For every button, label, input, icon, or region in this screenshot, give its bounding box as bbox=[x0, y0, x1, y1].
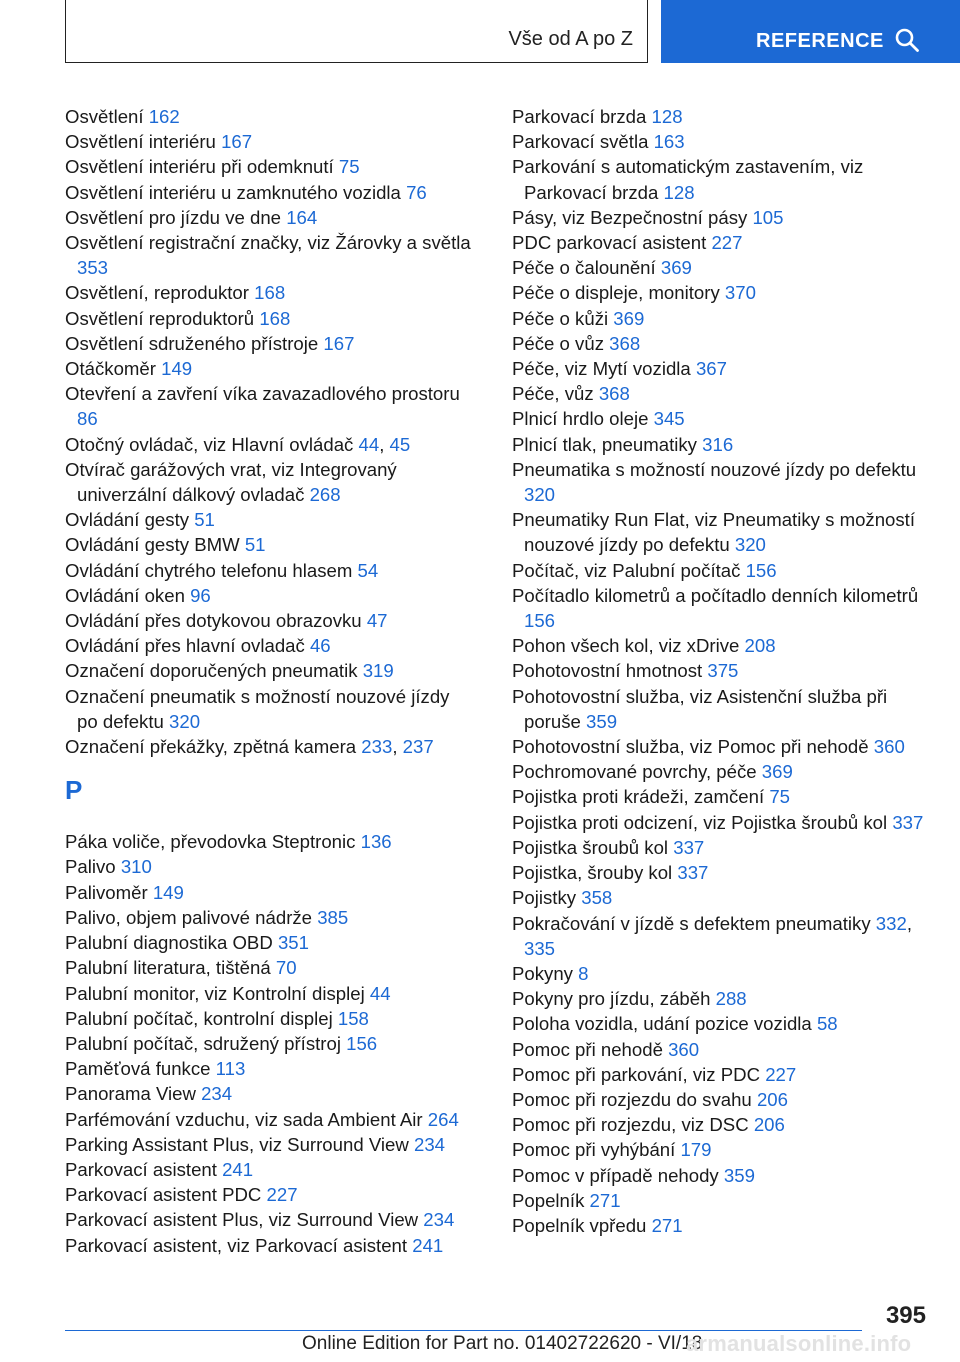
index-entry bbox=[512, 986, 932, 1011]
index-term: Parking Assistant Plus, viz Surround View bbox=[65, 1133, 409, 1155]
index-term: Osvětlení pro jízdu ve dne bbox=[65, 206, 282, 228]
index-entry bbox=[512, 961, 932, 986]
index-entry bbox=[65, 104, 475, 129]
index-entry bbox=[65, 880, 475, 905]
index-term: Ovládání chytrého telefonu hlasem bbox=[65, 559, 353, 581]
page-link[interactable]: 234 bbox=[413, 1133, 446, 1155]
page-link[interactable]: 337 bbox=[892, 811, 924, 833]
index-term: Parfémování vzduchu, viz sada Ambient Air bbox=[65, 1108, 423, 1130]
page-link[interactable]: 288 bbox=[715, 988, 747, 1010]
page-link[interactable]: 241 bbox=[222, 1158, 254, 1180]
page-link[interactable]: 337 bbox=[673, 836, 705, 858]
index-term: Pomoc při nehodě bbox=[512, 1038, 663, 1060]
index-entry bbox=[65, 608, 475, 633]
index-term: Pohon všech kol, viz xDrive bbox=[512, 635, 740, 657]
index-term: Osvětlení reproduktorů bbox=[65, 307, 255, 329]
index-entry bbox=[65, 1182, 475, 1207]
index-entry: Pokračování v jízdě s defektem pneumatiky 332, 335 bbox=[512, 912, 912, 959]
index-term: Parkovací asistent, viz Parkovací asistent bbox=[65, 1234, 408, 1256]
index-column-left bbox=[65, 104, 475, 1258]
index-term: Panorama View bbox=[65, 1083, 196, 1105]
index-term: Palivoměr bbox=[65, 881, 148, 903]
index-term: Pomoc v případě nehody bbox=[512, 1164, 719, 1186]
index-entry bbox=[65, 1157, 475, 1182]
page-link[interactable]: 345 bbox=[653, 408, 685, 430]
index-term: Pokyny pro jízdu, záběh bbox=[512, 988, 711, 1010]
watermark: armanualsonline.info bbox=[686, 1331, 912, 1356]
index-term: Pneumatika s možností nouzové jízdy po defektu bbox=[512, 458, 917, 480]
page-link[interactable]: 268 bbox=[309, 484, 341, 506]
page-link[interactable]: 156 bbox=[745, 559, 777, 581]
index-entry bbox=[65, 356, 475, 381]
page-link[interactable]: 359 bbox=[723, 1164, 755, 1186]
index-term: Popelník bbox=[512, 1189, 585, 1211]
index-term: Pneumatiky Run Flat, viz Pneumatiky s možností nouzové jízdy po defektu bbox=[512, 509, 916, 556]
index-entry bbox=[512, 104, 932, 129]
index-term: Osvětlení, reproduktor bbox=[65, 282, 249, 304]
index-term: Poloha vozidla, udání pozice vozidla bbox=[512, 1013, 812, 1035]
index-entry bbox=[65, 381, 475, 431]
page-link[interactable]: 369 bbox=[613, 307, 645, 329]
index-entry bbox=[65, 230, 475, 280]
page-link[interactable]: 369 bbox=[761, 761, 793, 783]
index-term: Pásy, viz Bezpečnostní pásy bbox=[512, 206, 748, 228]
page-link[interactable]: 320 bbox=[734, 534, 766, 556]
index-term: Osvětlení interiéru při odemknutí bbox=[65, 156, 334, 178]
index-term: Plnicí tlak, pneumatiky bbox=[512, 433, 697, 455]
page-link[interactable]: 164 bbox=[286, 206, 318, 228]
index-term: Péče, viz Mytí vozidla bbox=[512, 358, 691, 380]
index-entry bbox=[65, 1081, 475, 1106]
index-term: Počítadlo kilometrů a počítadlo denních kilometrů bbox=[512, 584, 919, 606]
page-link[interactable]: 360 bbox=[668, 1038, 700, 1060]
index-entry bbox=[512, 1137, 932, 1162]
index-list-p bbox=[65, 829, 475, 1257]
index-term: Popelník vpředu bbox=[512, 1214, 647, 1236]
page-link[interactable]: 310 bbox=[120, 856, 152, 878]
index-entry bbox=[65, 1031, 475, 1056]
page-link[interactable]: 233 bbox=[361, 736, 393, 758]
index-term: Ovládání gesty BMW bbox=[65, 534, 240, 556]
page-link[interactable]: 167 bbox=[323, 332, 355, 354]
page-link[interactable]: 358 bbox=[581, 887, 613, 909]
page-link[interactable]: 70 bbox=[275, 957, 297, 979]
page-link[interactable]: 75 bbox=[769, 786, 791, 808]
page-link[interactable]: 375 bbox=[707, 660, 739, 682]
page-link[interactable]: 156 bbox=[524, 610, 556, 632]
page-number: 395 bbox=[885, 1302, 926, 1329]
index-term: Péče o čalounění bbox=[512, 257, 656, 279]
index-entry bbox=[512, 129, 932, 154]
page-link[interactable]: 335 bbox=[524, 937, 556, 959]
page-link[interactable]: 237 bbox=[402, 736, 434, 758]
index-entry bbox=[512, 507, 932, 557]
index-entry bbox=[512, 1037, 932, 1062]
page-link[interactable]: 58 bbox=[816, 1013, 838, 1035]
index-entry bbox=[512, 306, 932, 331]
index-entry bbox=[512, 759, 932, 784]
page-link[interactable]: 337 bbox=[677, 862, 709, 884]
index-term: Označení překážky, zpětná kamera bbox=[65, 736, 357, 758]
index-entry bbox=[512, 1213, 932, 1238]
index-term: Pojistka proti krádeži, zamčení bbox=[512, 786, 765, 808]
index-entry bbox=[65, 532, 475, 557]
index-entry bbox=[65, 154, 475, 179]
page-link[interactable]: 179 bbox=[680, 1139, 712, 1161]
page-link[interactable]: 167 bbox=[221, 131, 253, 153]
index-term: Osvětlení bbox=[65, 106, 144, 127]
index-term: Pohotovostní služba, viz Pomoc při nehodě bbox=[512, 736, 869, 758]
index-entry bbox=[512, 331, 932, 356]
page-link[interactable]: 360 bbox=[873, 736, 905, 758]
index-entry bbox=[65, 1132, 475, 1157]
index-term: Pojistka šroubů kol bbox=[512, 836, 669, 858]
index-entry bbox=[512, 784, 932, 809]
page-link[interactable]: 271 bbox=[651, 1214, 683, 1236]
index-entry bbox=[65, 905, 475, 930]
index-entry bbox=[512, 381, 932, 406]
index-term: Péče o vůz bbox=[512, 332, 604, 354]
index-term: Ovládání přes hlavní ovladač bbox=[65, 635, 305, 657]
index-entry bbox=[512, 1163, 932, 1188]
page-link[interactable]: 227 bbox=[765, 1063, 797, 1085]
page-link[interactable]: 316 bbox=[702, 433, 734, 455]
section-letter: P bbox=[65, 775, 83, 806]
index-entry: Označení překážky, zpětná kamera 233, 237 bbox=[65, 736, 434, 758]
index-entry bbox=[65, 684, 475, 734]
page-link[interactable]: 320 bbox=[169, 710, 201, 732]
page-link[interactable]: 86 bbox=[77, 408, 98, 430]
page-link[interactable]: 320 bbox=[524, 484, 556, 506]
index-term: Palubní počítač, kontrolní displej bbox=[65, 1007, 333, 1029]
index-entry bbox=[512, 1112, 932, 1137]
index-entry bbox=[65, 1233, 475, 1258]
page-link[interactable]: 271 bbox=[589, 1189, 621, 1211]
page-link[interactable]: 8 bbox=[578, 962, 589, 984]
index-term: Otvírač garážových vrat, viz Integrovaný univerzální dálkový ovladač bbox=[65, 458, 397, 506]
index-entry bbox=[512, 432, 932, 457]
index-term: Palubní literatura, tištěná bbox=[65, 957, 271, 979]
index-entry bbox=[512, 633, 932, 658]
page-link[interactable]: 105 bbox=[752, 206, 784, 228]
page-link[interactable]: 47 bbox=[366, 610, 388, 632]
index-entry bbox=[65, 633, 475, 658]
index-term: Pomoc při rozjezdu, viz DSC bbox=[512, 1114, 749, 1136]
index-entry bbox=[512, 835, 932, 860]
page-link[interactable]: 353 bbox=[77, 257, 109, 279]
index-term: Osvětlení sdruženého přístroje bbox=[65, 332, 319, 354]
index-term: Pokračování v jízdě s defektem pneumatiky bbox=[512, 912, 871, 934]
page-link[interactable]: 128 bbox=[663, 181, 695, 203]
index-term: Otevření a zavření víka zavazadlového prostoru bbox=[65, 383, 460, 405]
index-term: Palivo bbox=[65, 856, 116, 878]
index-term: Pojistka, šrouby kol bbox=[512, 862, 673, 884]
index-entry bbox=[512, 205, 932, 230]
index-entry bbox=[65, 457, 475, 507]
index-term: Pomoc při vyhýbání bbox=[512, 1139, 676, 1161]
page-link[interactable]: 168 bbox=[254, 282, 286, 304]
index-entry bbox=[512, 810, 932, 835]
page-link[interactable]: 46 bbox=[309, 635, 331, 657]
index-list-p-continued bbox=[512, 104, 932, 1238]
index-entry bbox=[65, 129, 475, 154]
index-entry bbox=[512, 230, 932, 255]
page-link[interactable]: 264 bbox=[427, 1108, 459, 1130]
page-link[interactable]: 136 bbox=[360, 831, 392, 853]
page-link[interactable]: 368 bbox=[598, 383, 630, 405]
index-list-o bbox=[65, 104, 475, 759]
page-link[interactable]: 149 bbox=[152, 881, 184, 903]
index-entry bbox=[65, 331, 475, 356]
reference-label: REFERENCE bbox=[756, 30, 884, 52]
page-link[interactable]: 45 bbox=[389, 433, 411, 455]
index-entry bbox=[65, 955, 475, 980]
index-term: Palubní monitor, viz Kontrolní displej bbox=[65, 982, 365, 1004]
index-entry bbox=[65, 205, 475, 230]
index-entry bbox=[512, 255, 932, 280]
index-entry bbox=[65, 180, 475, 205]
page-link[interactable]: 370 bbox=[724, 282, 756, 304]
page-link[interactable]: 149 bbox=[161, 358, 193, 380]
index-term: Plnicí hrdlo oleje bbox=[512, 408, 649, 430]
page-link[interactable]: 44 bbox=[369, 982, 391, 1004]
index-term: Pokyny bbox=[512, 962, 573, 984]
index-term: Péče o displeje, monitory bbox=[512, 282, 720, 304]
page-link[interactable]: 168 bbox=[259, 307, 291, 329]
index-term: Osvětlení interiéru bbox=[65, 131, 216, 153]
page-link[interactable]: 76 bbox=[406, 181, 427, 203]
index-entry bbox=[512, 356, 932, 381]
page-link[interactable]: 113 bbox=[215, 1058, 246, 1080]
page-link[interactable]: 369 bbox=[660, 257, 692, 279]
index-term: Ovládání gesty bbox=[65, 509, 190, 531]
index-term: Pohotovostní služba, viz Asistenční služba při poruše bbox=[512, 685, 888, 732]
section-title: Vše od A po Z bbox=[508, 28, 633, 50]
edition-text: Online Edition for Part no. 01402722620 - VI/18 bbox=[302, 1333, 703, 1354]
page-link[interactable]: 319 bbox=[362, 660, 394, 682]
section-tab bbox=[65, 0, 648, 63]
index-entry bbox=[512, 280, 932, 305]
page-link[interactable]: 54 bbox=[357, 559, 379, 581]
index-term: Palubní diagnostika OBD bbox=[65, 932, 273, 954]
page-link[interactable]: 51 bbox=[194, 509, 215, 531]
index-entry bbox=[65, 583, 475, 608]
index-entry bbox=[512, 1087, 932, 1112]
index-term: Parkovací asistent PDC bbox=[65, 1184, 262, 1206]
index-entry bbox=[512, 734, 932, 759]
index-term: Parkovací brzda bbox=[512, 106, 647, 127]
index-entry bbox=[65, 981, 475, 1006]
index-term: Péče o kůži bbox=[512, 307, 609, 329]
index-term: Palivo, objem palivové nádrže bbox=[65, 906, 313, 928]
search-icon[interactable] bbox=[894, 27, 920, 53]
index-entry bbox=[512, 1188, 932, 1213]
index-entry bbox=[65, 1006, 475, 1031]
index-term: Pojistka proti odcizení, viz Pojistka šroubů kol bbox=[512, 811, 888, 833]
index-term: Počítač, viz Palubní počítač bbox=[512, 559, 741, 581]
page-link[interactable]: 206 bbox=[756, 1088, 788, 1110]
index-entry bbox=[65, 280, 475, 305]
index-entry bbox=[512, 406, 932, 431]
page-link[interactable]: 206 bbox=[753, 1114, 785, 1136]
index-term: Pojistky bbox=[512, 887, 577, 909]
page-link[interactable]: 162 bbox=[148, 106, 180, 127]
index-term: Osvětlení registrační značky, viz Žárovky a světla bbox=[65, 232, 471, 254]
index-entry bbox=[512, 1011, 932, 1036]
index-term: Parkovací asistent bbox=[65, 1158, 217, 1180]
page-link[interactable]: 234 bbox=[201, 1083, 233, 1105]
index-term: Parkovací asistent Plus, viz Surround View bbox=[65, 1209, 419, 1231]
index-term: Pomoc při rozjezdu do svahu bbox=[512, 1088, 752, 1110]
index-term: Označení pneumatik s možností nouzové jízdy po defektu bbox=[65, 685, 450, 732]
index-term: Parkování s automatickým zastavením, viz Parkovací brzda bbox=[512, 156, 864, 203]
index-term: Pohotovostní hmotnost bbox=[512, 660, 703, 682]
page-link[interactable]: 241 bbox=[412, 1234, 444, 1256]
page-link[interactable]: 128 bbox=[651, 106, 683, 127]
page-link[interactable]: 351 bbox=[277, 932, 309, 954]
index-term: Paměťová funkce bbox=[65, 1058, 211, 1080]
page-link[interactable]: 385 bbox=[317, 906, 349, 928]
page-link[interactable]: 332 bbox=[875, 912, 907, 934]
index-entry bbox=[512, 457, 932, 507]
index-column-right bbox=[512, 104, 932, 1238]
index-entry bbox=[512, 558, 932, 583]
index-term: Ovládání přes dotykovou obrazovku bbox=[65, 610, 362, 632]
index-term: Pomoc při parkování, viz PDC bbox=[512, 1063, 761, 1085]
index-entry bbox=[512, 684, 932, 734]
reference-tab[interactable] bbox=[661, 0, 960, 63]
index-term: Označení doporučených pneumatik bbox=[65, 660, 358, 682]
index-entry bbox=[512, 583, 932, 633]
index-term: Otočný ovládač, viz Hlavní ovládač bbox=[65, 433, 354, 455]
index-term: Osvětlení interiéru u zamknutého vozidla bbox=[65, 181, 401, 203]
page-link[interactable]: 227 bbox=[711, 232, 743, 254]
index-entry bbox=[65, 558, 475, 583]
index-entry: Otočný ovládač, viz Hlavní ovládač 44, 45 bbox=[65, 433, 411, 455]
page-link[interactable]: 158 bbox=[337, 1007, 369, 1029]
page-link[interactable]: 234 bbox=[423, 1209, 455, 1231]
index-term: PDC parkovací asistent bbox=[512, 232, 707, 254]
page-link[interactable]: 359 bbox=[586, 710, 618, 732]
index-entry bbox=[65, 829, 475, 854]
index-term: Ovládání oken bbox=[65, 584, 185, 606]
page-link[interactable]: 96 bbox=[190, 584, 211, 606]
index-entry bbox=[65, 1056, 475, 1081]
index-term: Parkovací světla bbox=[512, 131, 649, 153]
page-link[interactable]: 163 bbox=[653, 131, 685, 153]
page-link[interactable]: 368 bbox=[609, 332, 641, 354]
index-entry bbox=[65, 854, 475, 879]
page-link[interactable]: 75 bbox=[338, 156, 360, 178]
index-term: Páka voliče, převodovka Steptronic bbox=[65, 831, 356, 853]
page-link[interactable]: 44 bbox=[358, 433, 380, 455]
index-entry bbox=[65, 306, 475, 331]
index-entry bbox=[65, 1207, 475, 1232]
index-entry bbox=[65, 658, 475, 683]
index-entry bbox=[512, 154, 932, 204]
index-term: Palubní počítač, sdružený přístroj bbox=[65, 1032, 341, 1054]
page-link[interactable]: 156 bbox=[346, 1032, 378, 1054]
index-entry bbox=[65, 507, 475, 532]
index-entry bbox=[65, 1107, 475, 1132]
page-link[interactable]: 367 bbox=[695, 358, 727, 380]
page-link[interactable]: 227 bbox=[266, 1184, 298, 1206]
index-entry bbox=[512, 658, 932, 683]
index-term: Otáčkoměr bbox=[65, 358, 156, 380]
page-link[interactable]: 208 bbox=[744, 635, 776, 657]
index-term: Pochromované povrchy, péče bbox=[512, 761, 757, 783]
index-entry bbox=[65, 930, 475, 955]
index-term: Péče, vůz bbox=[512, 383, 594, 405]
index-entry bbox=[512, 860, 932, 885]
page-link[interactable]: 51 bbox=[244, 534, 266, 556]
index-entry bbox=[512, 885, 932, 910]
index-entry bbox=[512, 1062, 932, 1087]
